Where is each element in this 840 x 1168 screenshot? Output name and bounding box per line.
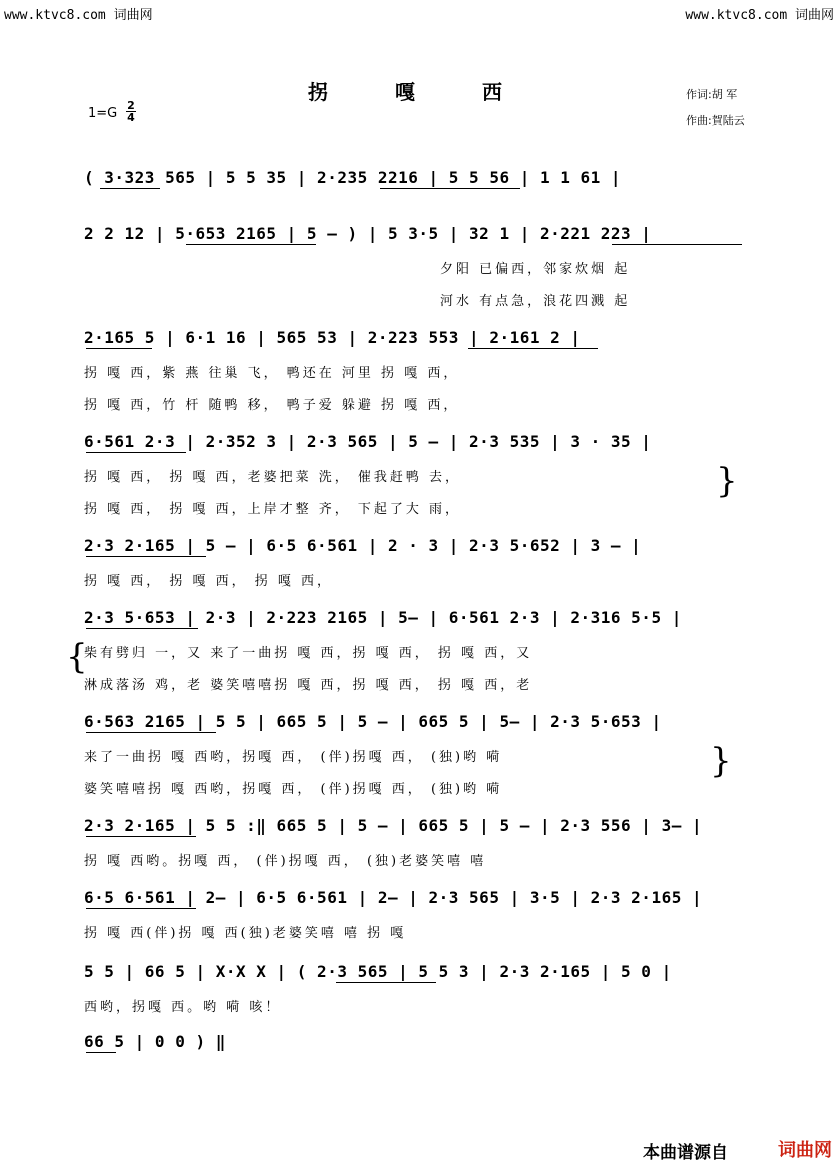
beam-line (86, 732, 216, 733)
lyric-line: 拐 嘎 西(伴)拐 嘎 西(独)老婆笑嘻 嘻 拐 嘎 (84, 926, 407, 941)
lyricist-credit: 作词:胡 军 (686, 88, 738, 101)
beam-line (86, 836, 196, 837)
beam-line (468, 348, 598, 349)
beam-line (100, 188, 160, 189)
lyric-line: 西哟，拐嘎 西。哟 嗬 咳！ (84, 1000, 282, 1015)
beam-line (86, 348, 152, 349)
beam-line (86, 452, 186, 453)
song-title: 拐 嘎 西 (308, 80, 532, 104)
watermark-right: www.ktvc8.com 词曲网 (685, 8, 834, 23)
notation-row: 6·561 2·3 | 2·352 3 | 2·3 565 | 5 — | 2·3 535 | 3 · 35 | (84, 432, 652, 451)
key-signature: 1=G (88, 106, 118, 121)
notation-row: 5 5 | 66 5 | X·X X | ( 2·3 565 | 5 5 3 | 2·3 2·165 | 5 0 | (84, 962, 672, 981)
source-label: 本曲谱源自 (643, 1143, 728, 1163)
lyric-line: 拐 嘎 西， 拐 嘎 西，上岸才整 齐， 下起了大 雨， (84, 502, 462, 517)
lyric-line: 夕阳 已偏西，邻家炊烟 起 (440, 262, 631, 277)
lyric-line: 拐 嘎 西，竹 杆 随鸭 移， 鸭子爱 躲避 拐 嘎 西， (84, 398, 460, 413)
beam-line (380, 188, 520, 189)
watermark-left: www.ktvc8.com 词曲网 (4, 8, 153, 23)
lyric-line: 淋成落汤 鸡，老 婆笑嘻嘻拐 嘎 西，拐 嘎 西， 拐 嘎 西，老 (84, 678, 533, 693)
brand-logo-text: 词曲网 (778, 1140, 832, 1161)
verse-brace: } (710, 741, 732, 781)
beam-line (186, 244, 316, 245)
notation-row: ( 3·323 565 | 5 5 35 | 2·235 2216 | 5 5 56 | 1 1 61 | (84, 168, 622, 187)
lyric-line: 拐 嘎 西， 拐 嘎 西，老婆把菜 洗， 催我赶鸭 去， (84, 470, 462, 485)
lyric-line: 拐 嘎 西，紫 燕 往巢 飞， 鸭还在 河里 拐 嘎 西， (84, 366, 460, 381)
beam-line (612, 244, 742, 245)
verse-brace: { (66, 637, 88, 677)
notation-row: 6·563 2165 | 5 5 | 665 5 | 5 — | 665 5 | 5— | 2·3 5·653 | (84, 712, 662, 731)
meter-top: 2 (127, 99, 135, 112)
beam-line (336, 982, 436, 983)
notation-row: 2 2 12 | 5·653 2165 | 5 — ) | 5 3·5 | 32 1 | 2·221 223 | (84, 224, 652, 243)
beam-line (86, 628, 198, 629)
notation-row: 2·3 2·165 | 5 — | 6·5 6·561 | 2 · 3 | 2·3 5·652 | 3 — | (84, 536, 642, 555)
lyric-line: 柴有劈归 一，又 来了一曲拐 嘎 西，拐 嘎 西， 拐 嘎 西，又 (84, 646, 533, 661)
notation-row: 6·5 6·561 | 2— | 6·5 6·561 | 2— | 2·3 565 | 3·5 | 2·3 2·165 | (84, 888, 703, 907)
verse-brace: } (716, 461, 738, 501)
notation-row: 2·3 5·653 | 2·3 | 2·223 2165 | 5— | 6·561 2·3 | 2·316 5·5 | (84, 608, 682, 627)
lyric-line: 来了一曲拐 嘎 西哟，拐嘎 西， (伴)拐嘎 西， (独)哟 嗬 (84, 750, 503, 765)
beam-line (86, 908, 196, 909)
beam-line (86, 1052, 116, 1053)
lyric-line: 拐 嘎 西， 拐 嘎 西， 拐 嘎 西， (84, 574, 334, 589)
notation-row: 2·3 2·165 | 5 5 :‖ 665 5 | 5 — | 665 5 | 5 — | 2·3 556 | 3— | (84, 816, 703, 835)
time-signature (126, 100, 136, 123)
notation-row: 2·165 5 | 6·1 16 | 565 53 | 2·223 553 | 2·161 2 | (84, 328, 581, 347)
meter-bottom: 4 (127, 111, 135, 124)
lyric-line: 婆笑嘻嘻拐 嘎 西哟，拐嘎 西， (伴)拐嘎 西， (独)哟 嗬 (84, 782, 503, 797)
notation-row: 66 5 | 0 0 ) ‖ (84, 1032, 226, 1051)
beam-line (86, 556, 206, 557)
lyric-line: 拐 嘎 西哟。拐嘎 西， (伴)拐嘎 西， (独)老婆笑嘻 嘻 (84, 854, 487, 869)
lyric-line: 河水 有点急，浪花四溅 起 (440, 294, 631, 309)
composer-credit: 作曲:賀陆云 (686, 114, 745, 127)
